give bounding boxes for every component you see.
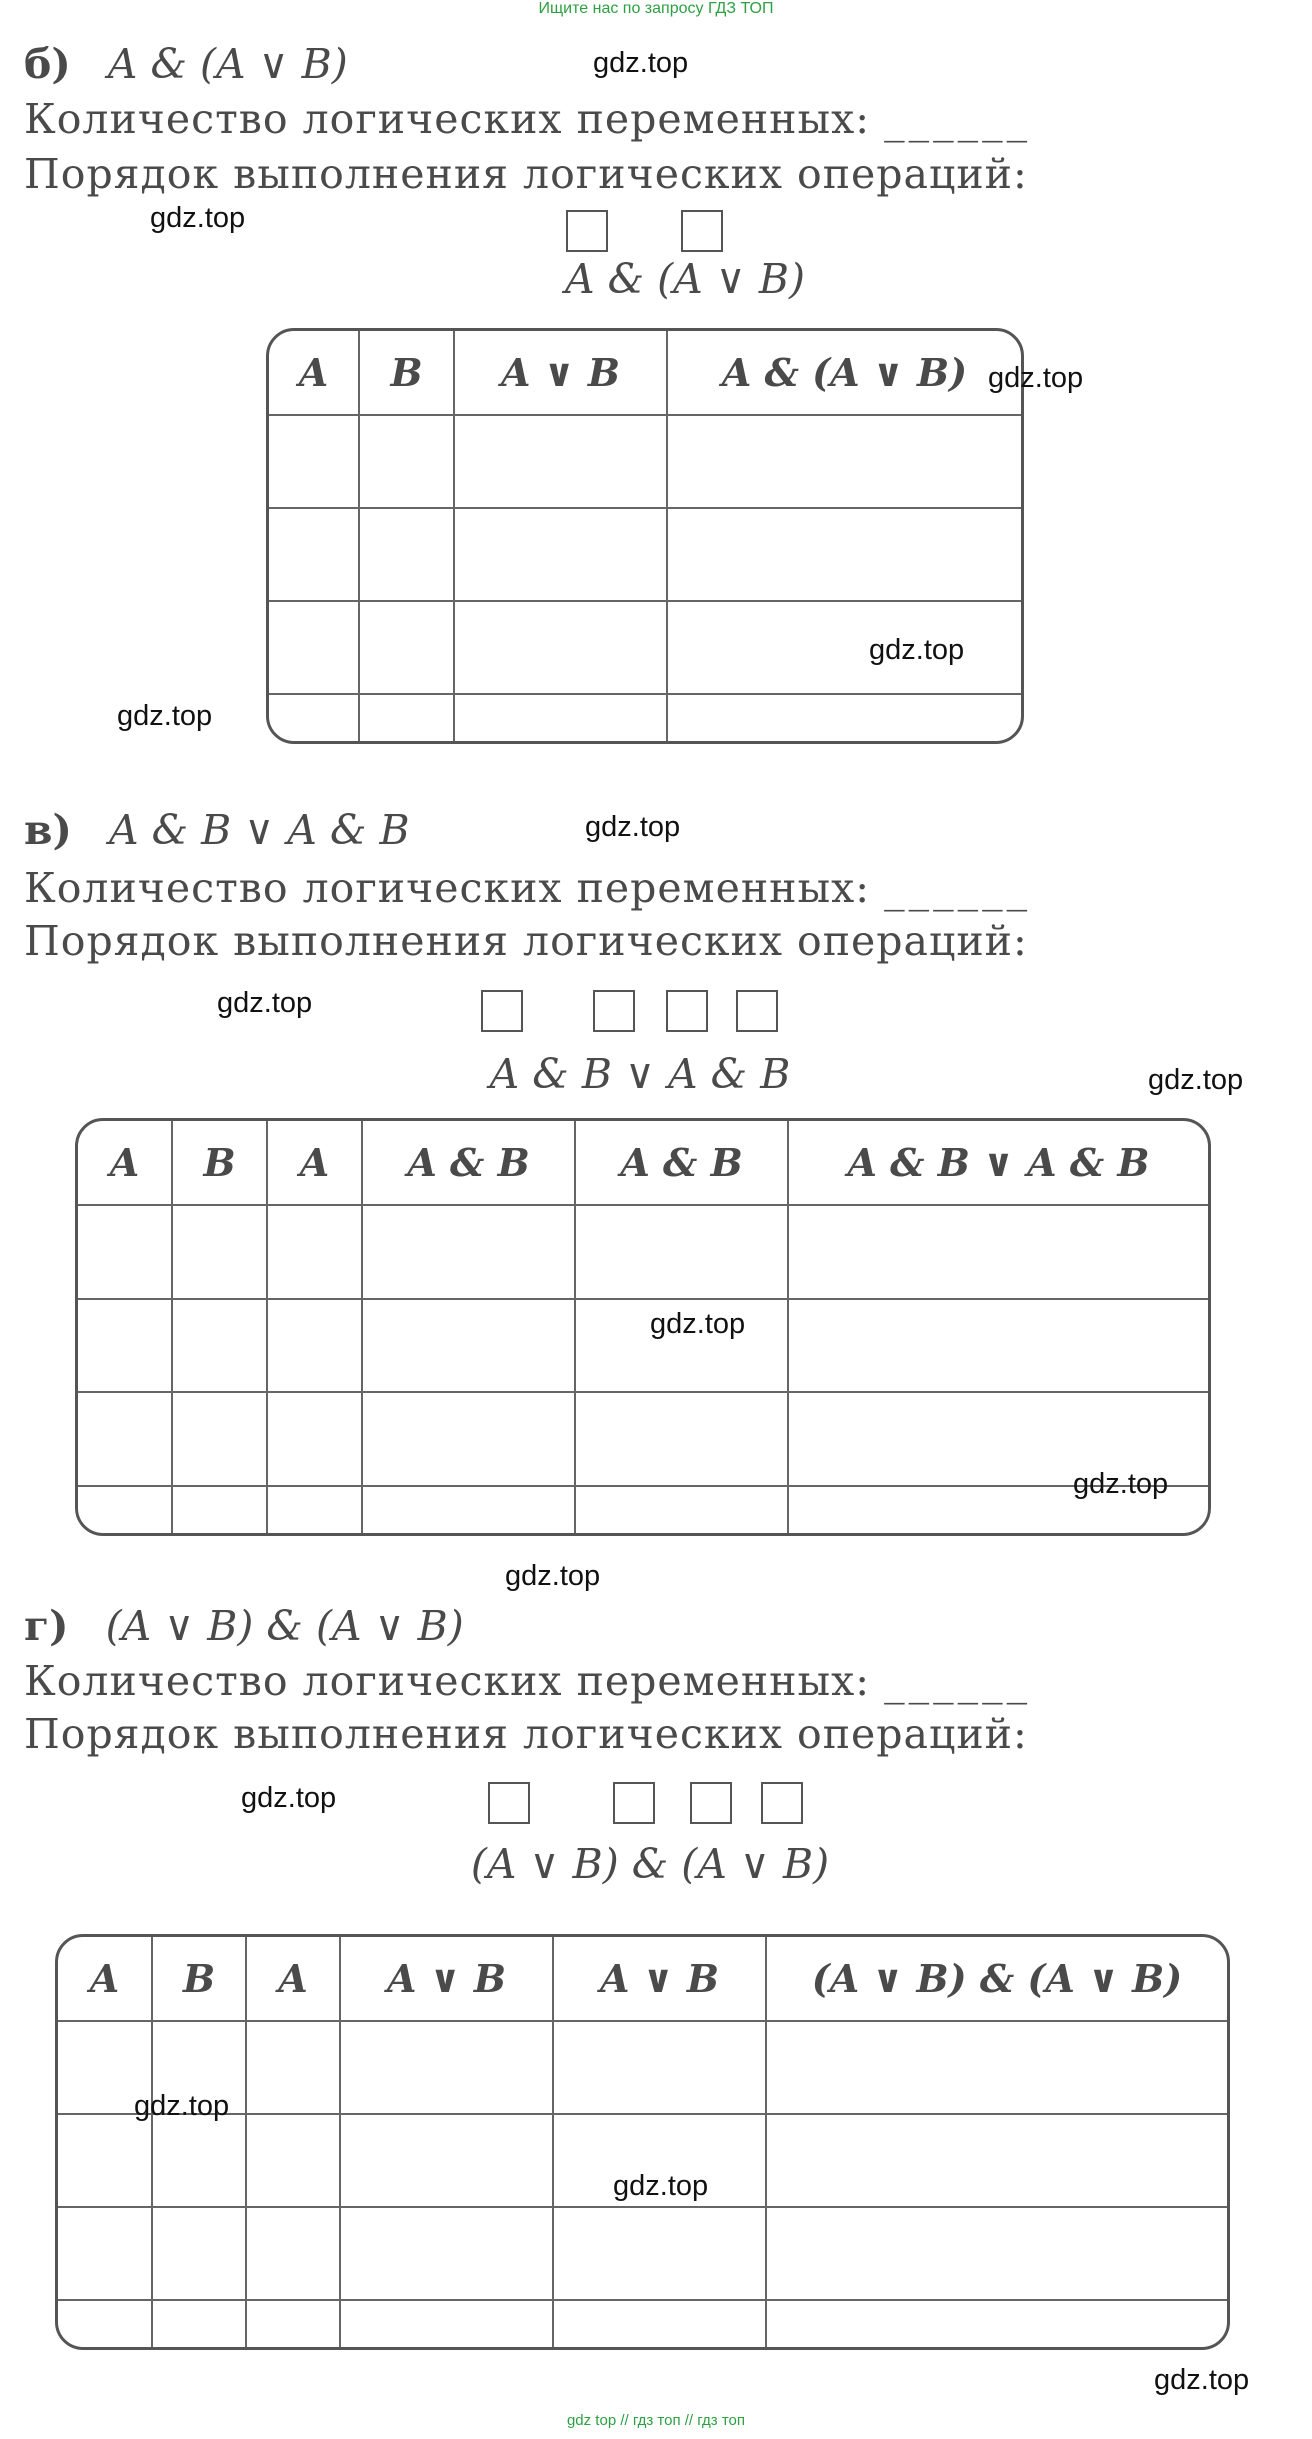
part-b-expression: A & (A ∨ B) [565,255,805,303]
table-header-row [78,1121,1208,1205]
count-blank: ______ [884,864,1032,912]
table-cell[interactable] [359,694,454,741]
table-row [78,1392,1208,1486]
table-cell[interactable] [575,1486,788,1533]
part-b-title [24,40,348,88]
part-g-count-line [24,1657,1031,1705]
watermark: gdz.top [1073,1468,1169,1500]
part-v-title [24,806,410,854]
table-cell[interactable] [267,1299,362,1393]
table-cell[interactable] [359,508,454,601]
table-cell[interactable] [269,601,359,694]
part-g-expression: (A ∨ B) & (A ∨ B) [470,1840,830,1888]
part-b-count-line [24,95,1031,143]
part-b-truth-table [266,328,1024,744]
count-label: Количество логических переменных: [24,95,871,143]
watermark: gdz.top [593,47,689,79]
table-cell[interactable] [246,2114,340,2207]
table-cell[interactable] [172,1299,267,1393]
count-label: Количество логических переменных: [24,1657,871,1705]
part-g-title [24,1602,464,1650]
table-cell[interactable] [78,1392,172,1486]
column-header: B [152,1937,246,2021]
watermark: gdz.top [988,362,1084,394]
watermark: gdz.top [650,1308,746,1340]
part-b-formula: A & (A ∨ B) [107,40,348,88]
table-cell[interactable] [269,508,359,601]
table-cell[interactable] [553,2207,766,2300]
table-cell[interactable] [788,1205,1208,1299]
operation-order-box[interactable] [488,1782,530,1824]
operation-order-box[interactable] [481,990,523,1032]
watermark: gdz.top [134,2090,230,2122]
part-v-order-label: Порядок выполнения логических операций: [24,917,1028,965]
table-cell[interactable] [766,2114,1227,2207]
column-header: B [172,1121,267,1205]
table-cell[interactable] [362,1205,575,1299]
operation-order-box[interactable] [613,1782,655,1824]
table-cell[interactable] [766,2207,1227,2300]
table-cell[interactable] [172,1392,267,1486]
table-cell[interactable] [575,1205,788,1299]
table-cell[interactable] [78,1205,172,1299]
table-cell[interactable] [766,2021,1227,2114]
table-cell[interactable] [58,2114,152,2207]
column-header: A [267,1121,362,1205]
operation-order-box[interactable] [761,1782,803,1824]
footer: gdz top // гдз топ // гдз топ [566,2412,746,2429]
table-cell[interactable] [667,508,1021,601]
column-header: A ∨ B [340,1937,553,2021]
part-b-letter: б) [24,40,71,88]
watermark: gdz.top [117,700,213,732]
part-v-count-line [24,864,1031,912]
table-cell[interactable] [152,2114,246,2207]
table-cell[interactable] [454,601,667,694]
column-header: A [246,1937,340,2021]
table-cell[interactable] [152,2300,246,2347]
watermark: gdz.top [150,202,246,234]
table-cell[interactable] [152,2207,246,2300]
table-cell[interactable] [454,508,667,601]
watermark: gdz.top [1154,2364,1250,2396]
operation-order-box[interactable] [681,210,723,252]
table-cell[interactable] [454,415,667,508]
part-b-order-label: Порядок выполнения логических операций: [24,150,1028,198]
table-cell[interactable] [788,1299,1208,1393]
table-cell[interactable] [575,1392,788,1486]
table-row [269,694,1021,741]
table-cell[interactable] [362,1299,575,1393]
table-cell[interactable] [78,1486,172,1533]
operation-order-box[interactable] [736,990,778,1032]
top-banner: Ищите нас по запросу ГДЗ ТОП [538,0,774,17]
part-v-expression: A & B ∨ A & B [489,1050,791,1098]
operation-order-box[interactable] [690,1782,732,1824]
count-blank: ______ [884,95,1032,143]
table-cell[interactable] [269,694,359,741]
table-cell[interactable] [362,1392,575,1486]
table-cell[interactable] [58,2207,152,2300]
table-cell[interactable] [340,2300,553,2347]
table-row [78,1486,1208,1533]
table-cell[interactable] [340,2114,553,2207]
part-g-letter: г) [24,1602,69,1650]
column-header: A [58,1937,152,2021]
column-header: A ∨ B [553,1937,766,2021]
table-cell[interactable] [58,2300,152,2347]
column-header: A & (A ∨ B) [667,331,1021,415]
count-label: Количество логических переменных: [24,864,871,912]
part-g-formula: (A ∨ B) & (A ∨ B) [105,1602,464,1650]
table-cell[interactable] [78,1299,172,1393]
table-cell[interactable] [267,1205,362,1299]
table-row [58,2021,1227,2114]
column-header: A [269,331,359,415]
table-cell[interactable] [246,2207,340,2300]
table-cell[interactable] [553,2021,766,2114]
column-header: (A ∨ B) & (A ∨ B) [766,1937,1227,2021]
table-cell[interactable] [340,2207,553,2300]
table-cell[interactable] [267,1392,362,1486]
table-header-row [269,331,1021,415]
table-row [58,2300,1227,2347]
table-cell[interactable] [246,2021,340,2114]
watermark: gdz.top [217,987,313,1019]
table-header-row [58,1937,1227,2021]
part-v-formula: A & B ∨ A & B [108,806,410,854]
column-header: A & B ∨ A & B [788,1121,1208,1205]
watermark: gdz.top [241,1782,337,1814]
part-g-order-label: Порядок выполнения логических операций: [24,1710,1028,1758]
table-cell[interactable] [667,415,1021,508]
table-cell[interactable] [766,2300,1227,2347]
table-cell[interactable] [340,2021,553,2114]
table-cell[interactable] [359,601,454,694]
table-cell[interactable] [246,2300,340,2347]
table-cell[interactable] [172,1205,267,1299]
operation-order-box[interactable] [593,990,635,1032]
table-cell[interactable] [267,1486,362,1533]
column-header: B [359,331,454,415]
column-header: A & B [575,1121,788,1205]
table-cell[interactable] [269,415,359,508]
table-cell[interactable] [553,2300,766,2347]
watermark: gdz.top [869,634,965,666]
table-row [78,1205,1208,1299]
table-row [269,508,1021,601]
table-cell[interactable] [667,601,1021,694]
operation-order-box[interactable] [566,210,608,252]
table-cell[interactable] [359,415,454,508]
table-cell[interactable] [667,694,1021,741]
count-blank: ______ [884,1657,1032,1705]
table-row [58,2207,1227,2300]
column-header: A & B [362,1121,575,1205]
table-row [269,415,1021,508]
watermark: gdz.top [585,811,681,843]
column-header: A ∨ B [454,331,667,415]
watermark: gdz.top [505,1560,601,1592]
table-row [78,1299,1208,1393]
part-v-truth-table [75,1118,1211,1536]
watermark: gdz.top [613,2170,709,2202]
column-header: A [78,1121,172,1205]
table-cell[interactable] [454,694,667,741]
watermark: gdz.top [1148,1064,1244,1096]
table-cell[interactable] [172,1486,267,1533]
part-v-letter: в) [24,806,72,854]
operation-order-box[interactable] [666,990,708,1032]
table-cell[interactable] [362,1486,575,1533]
part-g-truth-table [55,1934,1230,2350]
